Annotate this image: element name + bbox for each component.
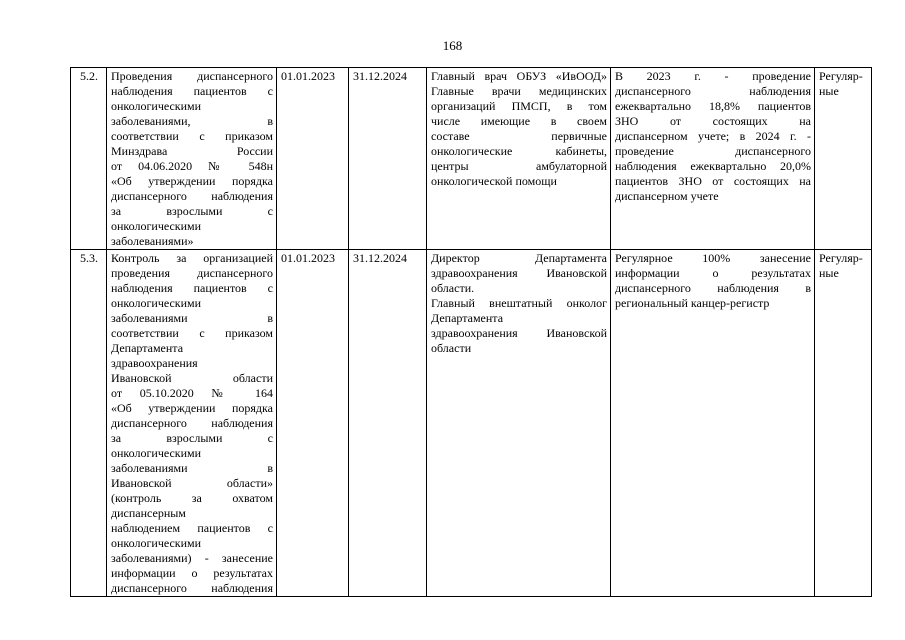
- responsible-line: центры амбулаторной: [431, 159, 607, 173]
- action-plan-table: [70, 67, 872, 597]
- result-line: Регулярное 100% занесение: [615, 251, 811, 265]
- action-line: наблюдением пациентов с: [111, 521, 273, 535]
- result-line: наблюдения ежеквартально 20,0%: [615, 159, 811, 173]
- start-date-cell: [277, 250, 349, 597]
- start-date: 01.01.2023: [281, 69, 335, 83]
- action-line: диспансерным: [111, 506, 186, 520]
- responsible-cell: [427, 250, 611, 597]
- responsible-line: Главный внештатный онколог: [431, 296, 607, 310]
- result-line: информации о результатах: [615, 266, 811, 280]
- result-line: пациентов ЗНО от состоящих на: [615, 174, 811, 188]
- end-date-cell: [349, 250, 427, 597]
- action-line: заболеваниями в: [111, 461, 273, 475]
- action-cell: [107, 250, 277, 597]
- responsible-line: здравоохранения Ивановской: [431, 266, 607, 280]
- responsible-line: области: [431, 341, 472, 355]
- action-line: онкологическими: [111, 446, 202, 460]
- action-line: информации о результатах: [111, 566, 273, 580]
- action-line: Проведения диспансерного: [111, 69, 273, 83]
- responsible-line: Директор Департамента: [431, 251, 607, 265]
- action-line: за взрослыми с: [111, 431, 273, 445]
- action-line: заболеваниями) - занесение: [111, 551, 273, 565]
- action-line: от 05.10.2020 № 164: [111, 386, 273, 400]
- action-line: онкологическими: [111, 219, 202, 233]
- action-line: соответствии с приказом: [111, 129, 273, 143]
- action-line: диспансерного наблюдения: [111, 189, 273, 203]
- action-line: Минздрава России: [111, 144, 273, 158]
- action-line: «Об утверждении порядка: [111, 174, 273, 188]
- responsible-line: Главный врач ОБУЗ «ИвООД»: [431, 69, 607, 83]
- action-line: Ивановской области: [111, 371, 273, 385]
- periodicity-cell: [815, 250, 872, 597]
- action-line: онкологическими: [111, 99, 202, 113]
- action-line: онкологическими: [111, 536, 202, 550]
- responsible-line: Главные врачи медицинских: [431, 84, 607, 98]
- result-line: диспансерного наблюдения в: [615, 281, 811, 295]
- periodicity-cell: [815, 68, 872, 250]
- responsible-line: онкологической помощи: [431, 174, 557, 188]
- result-line: региональный канцер-регистр: [615, 296, 770, 310]
- action-line: за взрослыми с: [111, 204, 273, 218]
- action-line: здравоохранения: [111, 356, 198, 370]
- result-line: проведение диспансерного: [615, 144, 811, 158]
- action-line: Контроль за организацией: [111, 251, 273, 265]
- action-line: проведения диспансерного: [111, 266, 273, 280]
- result-line: диспансерного наблюдения: [615, 84, 811, 98]
- table-row: [71, 250, 872, 597]
- action-line: в: [267, 311, 273, 325]
- action-line: диспансерного наблюдения: [111, 581, 273, 595]
- table-row: [71, 68, 872, 250]
- action-line: (контроль за охватом: [111, 491, 273, 505]
- periodicity-line: ные: [819, 266, 839, 280]
- responsible-cell: [427, 68, 611, 250]
- result-cell: [611, 68, 815, 250]
- row-number: 5.2.: [80, 69, 98, 83]
- periodicity-line: Регуляр-: [819, 69, 863, 83]
- result-cell: [611, 250, 815, 597]
- end-date: 31.12.2024: [353, 251, 407, 265]
- responsible-line: числе имеющие в своем: [431, 114, 607, 128]
- action-line: соответствии с приказом: [111, 326, 273, 340]
- action-line: Ивановской области»: [111, 476, 273, 490]
- row-number-cell: [71, 68, 107, 250]
- result-line: диспансерном учете; в 2024 г. -: [615, 129, 811, 143]
- responsible-line: области.: [431, 281, 475, 295]
- row-number-cell: [71, 250, 107, 597]
- result-line: ЗНО от состоящих на: [615, 114, 811, 128]
- responsible-line: Департамента: [431, 311, 504, 325]
- action-line: наблюдения пациентов с: [111, 84, 273, 98]
- action-line: Департамента: [111, 341, 184, 355]
- end-date: 31.12.2024: [353, 69, 407, 83]
- responsible-line: онкологические кабинеты,: [431, 144, 607, 158]
- action-line: заболеваниями: [111, 311, 188, 325]
- periodicity-line: Регуляр-: [819, 251, 863, 265]
- result-line: диспансерном учете: [615, 189, 719, 203]
- action-line: наблюдения пациентов с: [111, 281, 273, 295]
- end-date-cell: [349, 68, 427, 250]
- page-number: 168: [442, 38, 463, 53]
- action-line: заболеваниями, в: [111, 114, 273, 128]
- periodicity-line: ные: [819, 84, 839, 98]
- result-line: В 2023 г. - проведение: [615, 69, 811, 83]
- responsible-line: организаций ПМСП, в том: [431, 99, 607, 113]
- action-line: диспансерного наблюдения: [111, 416, 273, 430]
- action-line: заболеваниями»: [111, 234, 194, 248]
- start-date: 01.01.2023: [281, 251, 335, 265]
- responsible-line: здравоохранения Ивановской: [431, 326, 607, 340]
- action-line: онкологическими: [111, 296, 202, 310]
- action-cell: [107, 68, 277, 250]
- row-number: 5.3.: [80, 251, 98, 265]
- action-line: «Об утверждении порядка: [111, 401, 273, 415]
- action-line: от 04.06.2020 № 548н: [111, 159, 273, 173]
- result-line: ежеквартально 18,8% пациентов: [615, 99, 811, 113]
- start-date-cell: [277, 68, 349, 250]
- responsible-line: составе первичные: [431, 129, 607, 143]
